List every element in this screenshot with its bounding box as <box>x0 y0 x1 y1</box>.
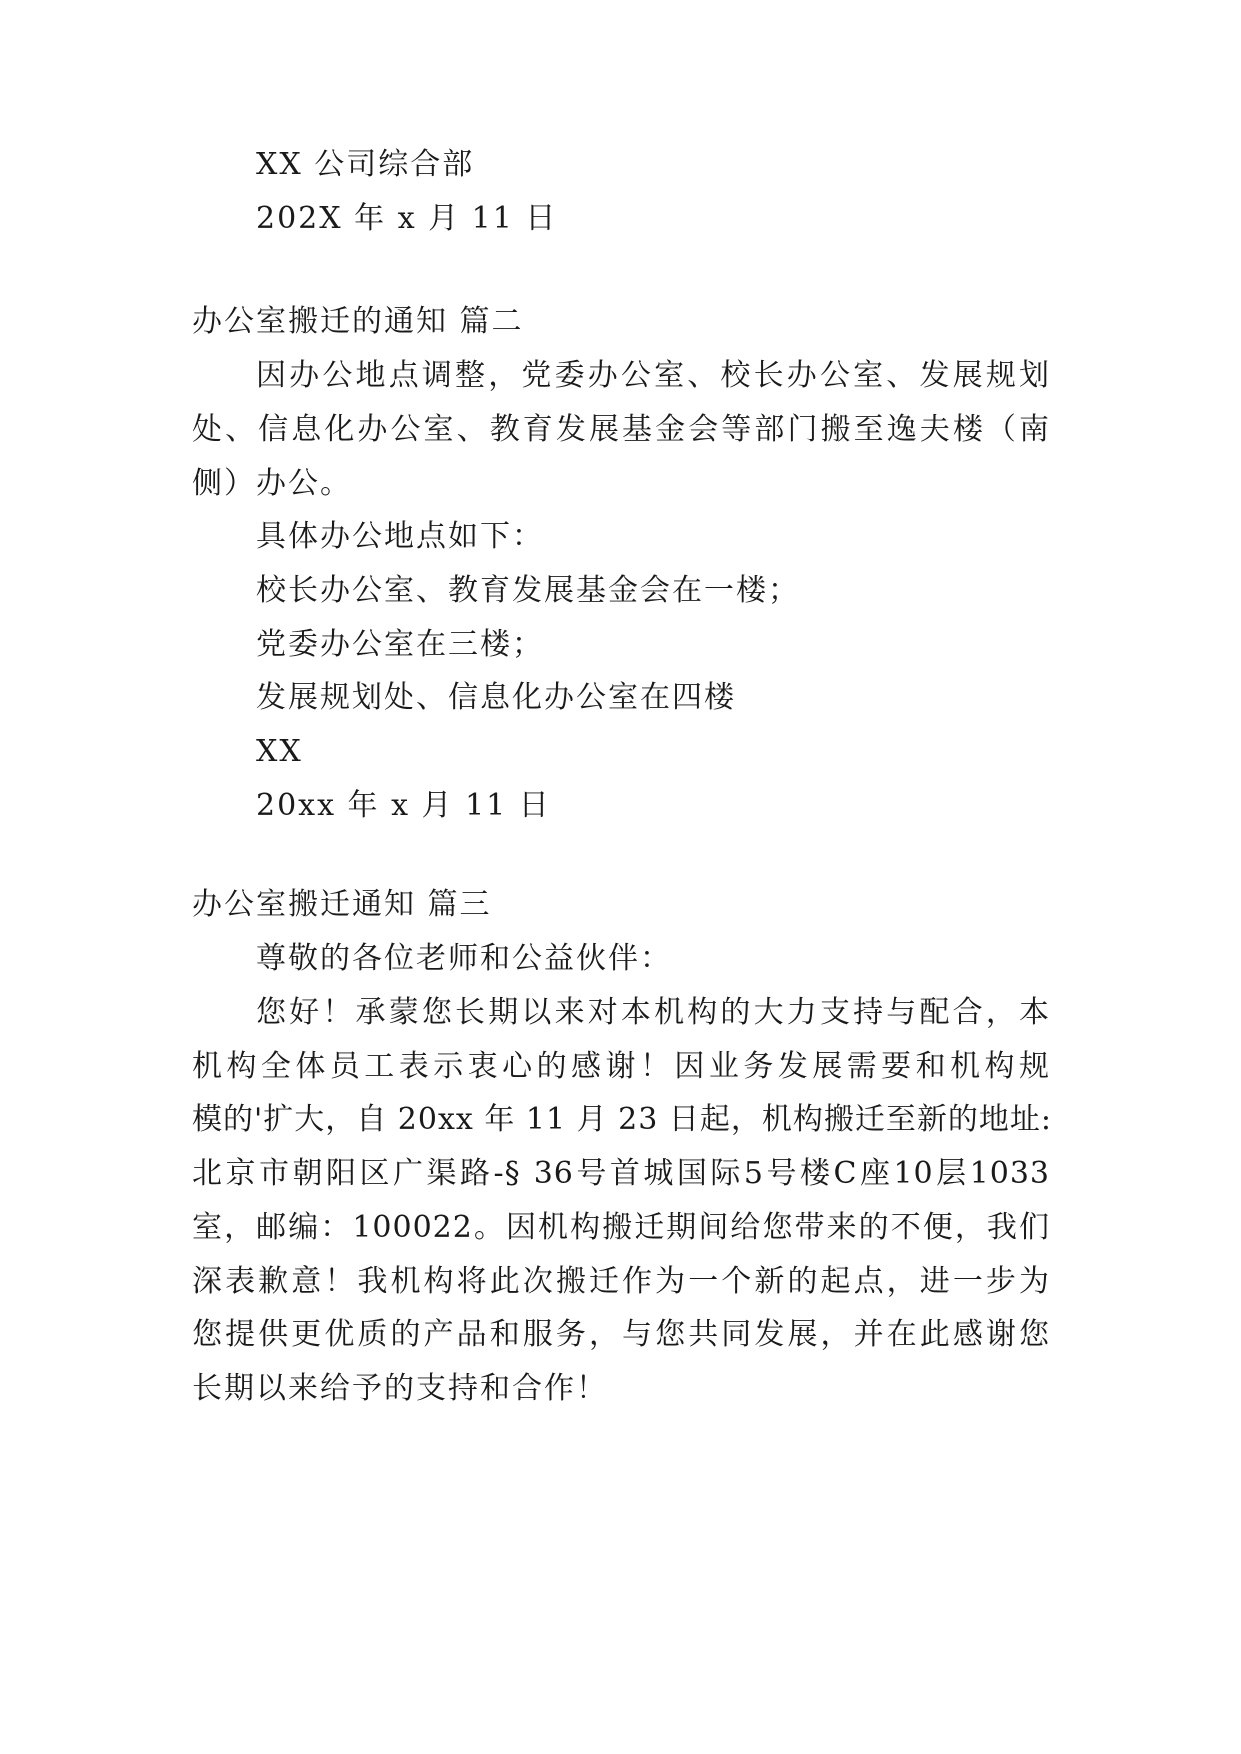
paragraph-line: 您好！承蒙您长期以来对本机构的大力支持与配合，本 <box>256 995 1050 1030</box>
signature-date: 202X 年 x 月 11 日 <box>256 201 558 236</box>
paragraph-line: 因办公地点调整，党委办公室、校长办公室、发展规划 <box>256 358 1050 393</box>
paragraph-line: 北京市朝阳区广渠路-§ 36号首城国际5号楼C座10层1033 <box>192 1156 1050 1191</box>
paragraph-line: 室，邮编：100022。因机构搬迁期间给您带来的不便，我们 <box>192 1210 1050 1245</box>
list-intro: 具体办公地点如下： <box>256 519 544 554</box>
signature: XX <box>256 734 303 769</box>
list-item: 校长办公室、教育发展基金会在一楼； <box>256 573 800 608</box>
paragraph-line: 机构全体员工表示衷心的感谢！因业务发展需要和机构规 <box>192 1049 1050 1084</box>
paragraph-line: 长期以来给予的支持和合作！ <box>192 1371 608 1406</box>
salutation: 尊敬的各位老师和公益伙伴： <box>256 941 672 976</box>
paragraph-line: 深表歉意！我机构将此次搬迁作为一个新的起点，进一步为 <box>192 1264 1050 1299</box>
paragraph-line: 处、信息化办公室、教育发展基金会等部门搬至逸夫楼（南 <box>192 412 1050 447</box>
signature-org: XX 公司综合部 <box>256 147 475 182</box>
paragraph-line: 侧）办公。 <box>192 466 352 501</box>
paragraph-line: 您提供更优质的产品和服务，与您共同发展，并在此感谢您 <box>192 1317 1050 1352</box>
section-title: 办公室搬迁的通知 篇二 <box>192 304 524 339</box>
list-item: 发展规划处、信息化办公室在四楼 <box>256 680 736 715</box>
signature-date: 20xx 年 x 月 11 日 <box>256 788 551 823</box>
section-title: 办公室搬迁通知 篇三 <box>192 887 492 922</box>
paragraph-line: 模的'扩大，自 20xx 年 11 月 23 日起，机构搬迁至新的地址: <box>192 1102 1052 1137</box>
list-item: 党委办公室在三楼； <box>256 627 544 662</box>
